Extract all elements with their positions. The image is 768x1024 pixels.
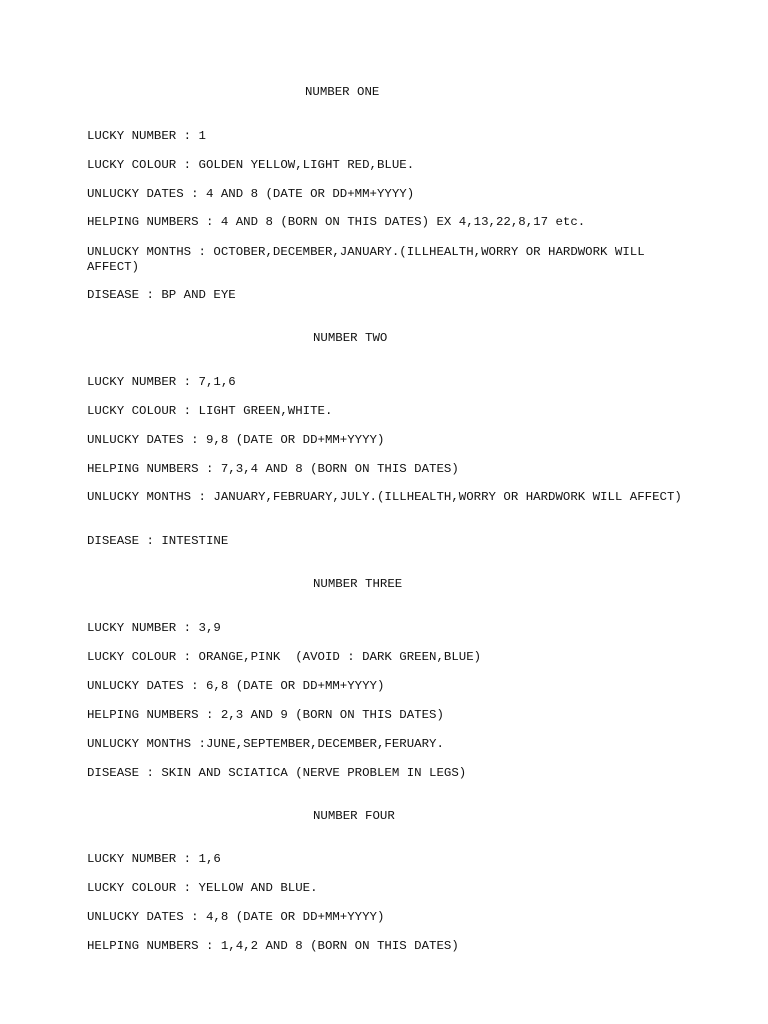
section-heading-number-two: NUMBER TWO — [313, 331, 388, 345]
disease-line: DISEASE : BP AND EYE — [87, 288, 236, 302]
section-heading-number-four: NUMBER FOUR — [313, 809, 395, 823]
section-heading-number-one: NUMBER ONE — [305, 85, 380, 99]
unlucky-dates-line: UNLUCKY DATES : 9,8 (DATE OR DD+MM+YYYY) — [87, 433, 385, 447]
lucky-number-line: LUCKY NUMBER : 1 — [87, 129, 206, 143]
helping-numbers-line: HELPING NUMBERS : 7,3,4 AND 8 (BORN ON THIS DATES) — [87, 462, 459, 476]
unlucky-months-line: UNLUCKY MONTHS : OCTOBER,DECEMBER,JANUARY.(ILLHEALTH,WORRY OR HARDWORK WILL AFFECT) — [87, 245, 653, 274]
unlucky-dates-line: UNLUCKY DATES : 4,8 (DATE OR DD+MM+YYYY) — [87, 910, 385, 924]
unlucky-months-line: UNLUCKY MONTHS : JANUARY,FEBRUARY,JULY.(ILLHEALTH,WORRY OR HARDWORK WILL AFFECT) — [87, 490, 682, 504]
lucky-number-line: LUCKY NUMBER : 3,9 — [87, 621, 221, 635]
lucky-colour-line: LUCKY COLOUR : ORANGE,PINK (AVOID : DARK GREEN,BLUE) — [87, 650, 482, 664]
lucky-colour-line: LUCKY COLOUR : LIGHT GREEN,WHITE. — [87, 404, 333, 418]
disease-line: DISEASE : SKIN AND SCIATICA (NERVE PROBLEM IN LEGS) — [87, 766, 467, 780]
lucky-number-line: LUCKY NUMBER : 7,1,6 — [87, 375, 236, 389]
disease-line: DISEASE : INTESTINE — [87, 534, 229, 548]
section-heading-number-three: NUMBER THREE — [313, 577, 403, 591]
unlucky-dates-line: UNLUCKY DATES : 4 AND 8 (DATE OR DD+MM+YYYY) — [87, 187, 415, 201]
helping-numbers-line: HELPING NUMBERS : 1,4,2 AND 8 (BORN ON THIS DATES) — [87, 939, 459, 953]
lucky-colour-line: LUCKY COLOUR : GOLDEN YELLOW,LIGHT RED,BLUE. — [87, 158, 415, 172]
unlucky-months-line: UNLUCKY MONTHS :JUNE,SEPTEMBER,DECEMBER,FERUARY. — [87, 737, 444, 751]
lucky-number-line: LUCKY NUMBER : 1,6 — [87, 852, 221, 866]
helping-numbers-line: HELPING NUMBERS : 4 AND 8 (BORN ON THIS DATES) EX 4,13,22,8,17 etc. — [87, 215, 586, 229]
helping-numbers-line: HELPING NUMBERS : 2,3 AND 9 (BORN ON THIS DATES) — [87, 708, 444, 722]
lucky-colour-line: LUCKY COLOUR : YELLOW AND BLUE. — [87, 881, 318, 895]
unlucky-dates-line: UNLUCKY DATES : 6,8 (DATE OR DD+MM+YYYY) — [87, 679, 385, 693]
